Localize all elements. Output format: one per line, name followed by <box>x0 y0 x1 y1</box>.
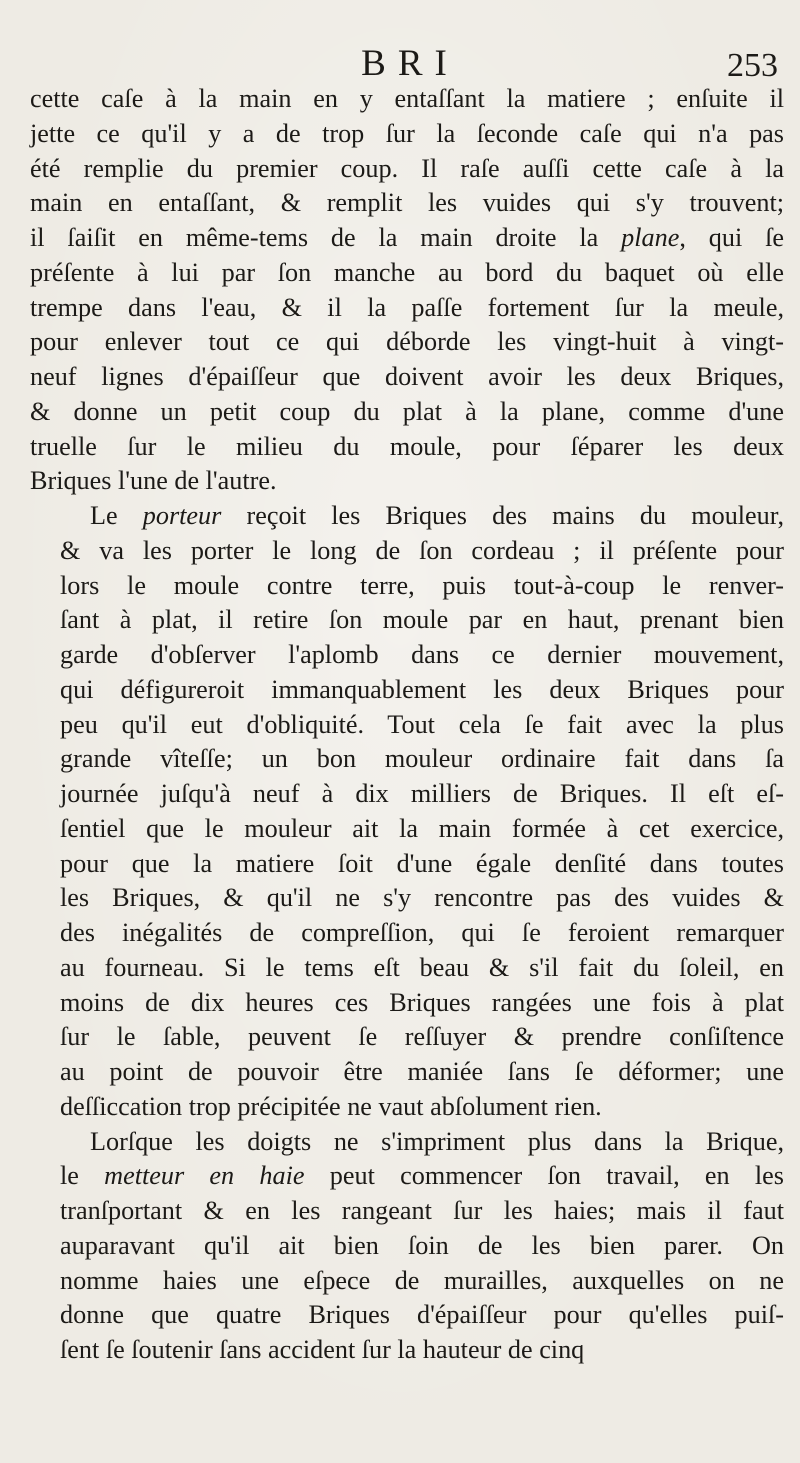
text-line: donne que quatre Briques d'épaiſſeur pour qu'elles puiſ- <box>60 1300 784 1330</box>
italic-term: metteur en haie <box>104 1161 305 1191</box>
text-line: lors le moule contre terre, puis tout-à-coup le renver- <box>60 570 784 600</box>
text-line: truelle ſur le milieu du moule, pour ſéparer les deux <box>30 431 784 461</box>
text-line: ſur le ſable, peuvent ſe reſſuyer & prendre conſiſtence <box>60 1022 784 1052</box>
text-line: des inégalités de compreſſion, qui ſe feroient remarquer <box>60 918 784 947</box>
text-line: moins de dix heures ces Briques rangées une fois à plat <box>60 987 784 1017</box>
text-line: grande vîteſſe; un bon mouleur ordinaire fait dans ſa <box>60 744 784 774</box>
text-line: garde d'obſerver l'aplomb dans ce dernier mouvement, <box>60 640 784 669</box>
italic-term: porteur <box>142 501 222 530</box>
text-line: préſente à lui par ſon manche au bord du baquet où elle <box>30 257 784 287</box>
text-line: trempe dans l'eau, & il la paſſe fortement ſur la meule, <box>30 292 784 322</box>
text-line: main en entaſſant, & remplit les vuides qui s'y trouvent; <box>30 188 784 218</box>
text-line: deſſiccation trop précipitée ne vaut abſolument rien. <box>60 1091 602 1121</box>
text-line: au fourneau. Si le tems eſt beau & s'il fait du ſoleil, en <box>60 952 784 982</box>
body-text <box>30 82 784 1368</box>
paragraph <box>30 499 784 1125</box>
italic-term: plane <box>621 223 680 252</box>
text-line: tranſportant & en les rangeant ſur les haies; mais il faut <box>60 1196 784 1225</box>
text-line: Lorſque les doigts ne s'impriment plus dans la Brique, <box>90 1126 784 1156</box>
text-line: neuf lignes d'épaiſſeur que doivent avoir les deux Briques, <box>30 362 784 391</box>
running-head-title: BRI <box>361 43 459 84</box>
text-line: pour enlever tout ce qui déborde les vingt-huit à vingt- <box>30 327 784 357</box>
text-line: pour que la matiere ſoit d'une égale denſité dans toutes <box>60 848 784 878</box>
text-line: journée juſqu'à neuf à dix milliers de Briques. Il eſt eſ- <box>60 779 784 808</box>
running-head <box>0 40 800 88</box>
text-line: les Briques, & qu'il ne s'y rencontre pas des vuides & <box>60 883 784 913</box>
text-line: & va les porter le long de ſon cordeau ; il préſente pour <box>60 535 784 565</box>
text-line: auparavant qu'il ait bien ſoin de les bien parer. On <box>60 1230 784 1260</box>
text-line: ſentiel que le mouleur ait la main formée à cet exercice, <box>60 813 784 843</box>
paragraph <box>30 82 784 499</box>
paragraph <box>30 1125 784 1368</box>
page-number: 253 <box>727 47 778 84</box>
text-line: été remplie du premier coup. Il raſe auſſi cette caſe à la <box>30 153 784 183</box>
text-line: qui défigureroit immanquablement les deux Briques pour <box>60 674 784 704</box>
text-line: ſant à plat, il retire ſon moule par en haut, prenant bien <box>60 605 784 635</box>
text-line: au point de pouvoir être maniée ſans ſe déformer; une <box>60 1057 784 1086</box>
text-line: peu qu'il eut d'obliquité. Tout cela ſe fait avec la plus <box>60 709 784 739</box>
text-line: Briques l'une de l'autre. <box>30 466 277 496</box>
text-line: cette caſe à la main en y entaſſant la matiere ; enſuite il <box>30 84 784 113</box>
text-line: & donne un petit coup du plat à la plane, comme d'une <box>30 396 784 426</box>
text-line: le metteur en haie peut commencer ſon travail, en les <box>60 1161 784 1191</box>
text-line: nomme haies une eſpece de murailles, auxquelles on ne <box>60 1265 784 1295</box>
text-line: Le porteur reçoit les Briques des mains du mouleur, <box>90 501 784 530</box>
text-line: jette ce qu'il y a de trop ſur la ſeconde caſe qui n'a pas <box>30 118 784 148</box>
text-line: il ſaiſit en même-tems de la main droite la plane, qui ſe <box>30 223 784 252</box>
text-line: ſent ſe ſoutenir ſans accident ſur la hauteur de cinq <box>60 1335 585 1364</box>
